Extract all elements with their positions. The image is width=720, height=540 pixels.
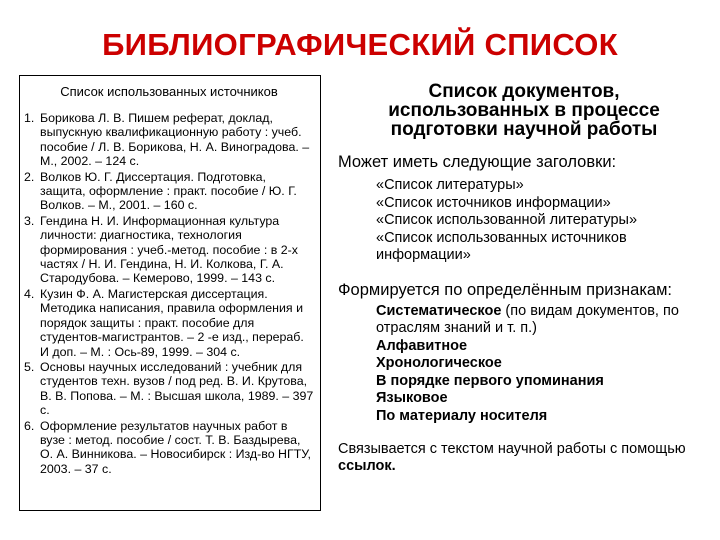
heading-option: «Список использованных источников информации» — [376, 229, 627, 263]
heading-line: использованных в процессе — [388, 100, 660, 121]
description-panel — [338, 82, 710, 475]
heading-line: подготовки научной работы — [390, 119, 658, 140]
criterion: Хронологическое — [376, 355, 502, 371]
criteria-list — [338, 303, 710, 426]
reference-text: Кузин Ф. А. Магистерская диссертация. Методика написания, правила оформления и порядок защиты : практ. пособие для студентов-магистрантов. – 2 -е изд., перераб. И доп. – М. : Ось-89, 1999. – 304 с. — [40, 286, 304, 359]
heading-options-list — [338, 177, 710, 265]
reference-number: 2. — [24, 169, 35, 184]
reference-number: 5. — [24, 359, 35, 374]
reference-item — [24, 170, 314, 213]
reference-item — [24, 111, 314, 169]
reference-text: Борикова Л. В. Пишем реферат, доклад, выпускную квалификационную работу : учеб. пособие / Л. В. Борикова, Н. А. Виноградова. – М., 2002. – 124 с. — [40, 111, 310, 169]
heading-option: «Список использованной литературы» — [376, 212, 638, 228]
references-panel — [19, 75, 321, 511]
links-note-text: Связывается с текстом научной работы с помощью — [338, 441, 686, 457]
reference-item — [24, 360, 314, 418]
reference-item — [24, 287, 314, 359]
page-title: БИБЛИОГРАФИЧЕСКИЙ СПИСОК — [102, 27, 618, 62]
criterion-note: (по видам документов, по отраслям знаний и т. п.) — [376, 302, 679, 336]
criterion-label: Систематическое — [376, 302, 502, 319]
criterion: В порядке первого упоминания — [376, 372, 604, 389]
reference-text: Оформление результатов научных работ в вузе : метод. пособие / сост. Т. В. Баздырева, О. А. Винникова. – Новосибирск : Изд-во НГТУ, 2003. – 37 с. — [40, 418, 311, 476]
reference-number: 3. — [24, 213, 35, 228]
reference-text: Волков Ю. Г. Диссертация. Подготовка, защита, оформление : практ. пособие / Ю. Г. Волков. – М., 2001. – 160 с. — [40, 169, 297, 213]
reference-number: 1. — [24, 111, 35, 125]
heading-option: «Список литературы» — [376, 177, 524, 193]
heading-option: «Список источников информации» — [376, 194, 611, 211]
headings-intro: Может иметь следующие заголовки: — [338, 153, 617, 171]
criterion: Алфавитное — [376, 337, 468, 354]
reference-item — [24, 419, 314, 477]
reference-number: 4. — [24, 286, 35, 301]
links-keyword: ссылок. — [338, 458, 396, 474]
heading-line: Список документов, — [428, 81, 620, 102]
references-heading: Список использованных источников — [60, 84, 278, 99]
links-note — [338, 441, 710, 475]
reference-text: Гендина Н. И. Информационная культура личности: диагностика, технология формирования : учеб.-метод. пособие : в 2-х частях / Н. И. Гендина, Н. И. Колкова, Г. А. Стародубова. – Кемерово, 1999. – 143 с. — [40, 213, 298, 286]
description-heading — [338, 82, 710, 139]
criterion: По материалу носителя — [376, 407, 548, 424]
reference-list — [24, 111, 314, 476]
reference-item — [24, 214, 314, 286]
reference-text: Основы научных исследований : учебник для студентов техн. вузов / под ред. В. И. Крутова, В. В. Попова. – М. : Высшая школа, 1989. – 397 с. — [40, 359, 314, 418]
criterion-systematic — [376, 303, 710, 338]
formed-intro: Формируется по определённым признакам: — [338, 280, 673, 299]
reference-number: 6. — [24, 418, 35, 433]
criterion: Языковое — [376, 390, 448, 406]
